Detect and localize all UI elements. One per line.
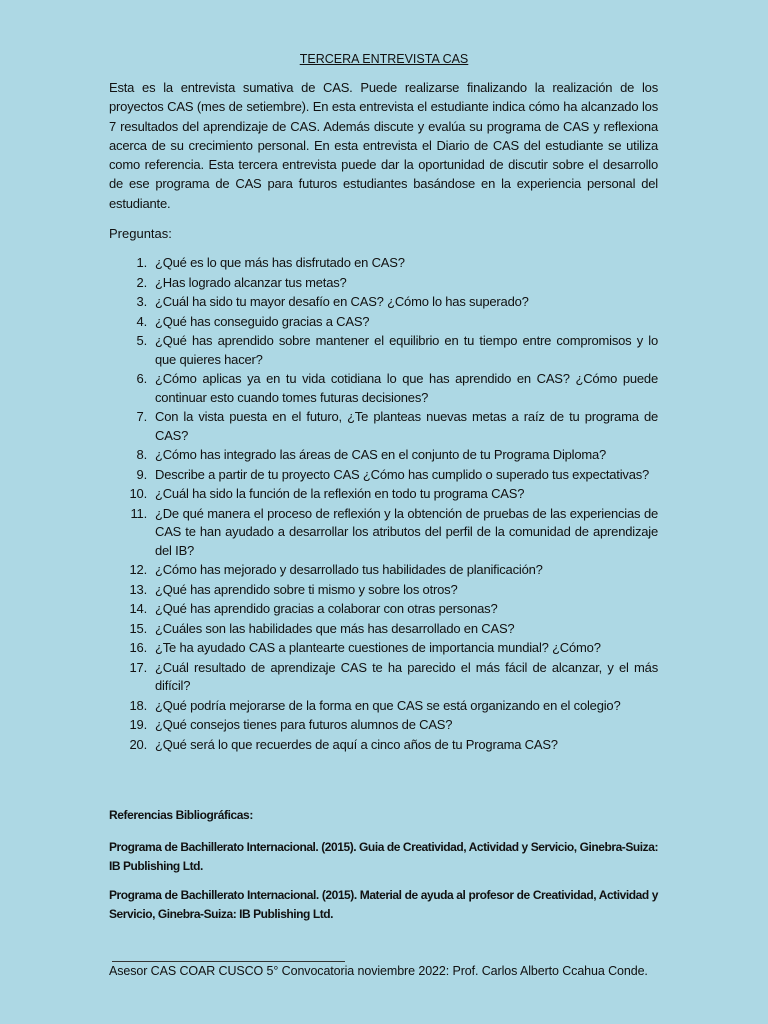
question-text: ¿Cuál ha sido tu mayor desafío en CAS? ¿Cómo lo has superado? bbox=[155, 294, 529, 309]
reference-item: Programa de Bachillerato Internacional. (2015). Material de ayuda al profesor de Creatividad, Actividad y Servicio, Ginebra-Suiza: IB Publishing Ltd. bbox=[109, 888, 658, 921]
question-number: 8. bbox=[136, 447, 147, 462]
question-text: ¿Cuáles son las habilidades que más has desarrollado en CAS? bbox=[155, 620, 515, 636]
question-item bbox=[109, 697, 658, 716]
question-text: ¿Cuál ha sido la función de la reflexión en todo tu programa CAS? bbox=[155, 486, 525, 501]
question-text: ¿Cómo has mejorado y desarrollado tus habilidades de planificación? bbox=[155, 562, 543, 577]
question-number: 15. bbox=[129, 620, 147, 636]
question-number: 14. bbox=[129, 601, 147, 616]
question-number: 6. bbox=[136, 371, 147, 386]
question-number: 16. bbox=[129, 640, 147, 655]
question-text: ¿Qué es lo que más has disfrutado en CAS? bbox=[155, 255, 405, 270]
question-item bbox=[109, 716, 658, 735]
question-item bbox=[109, 466, 658, 485]
footer-note: Asesor CAS COAR CUSCO 5° Convocatoria noviembre 2022: Prof. Carlos Alberto Ccahua Conde. bbox=[109, 964, 648, 978]
question-item bbox=[109, 446, 658, 465]
intro-paragraph: Esta es la entrevista sumativa de CAS. Puede realizarse finalizando la realización de los proyectos CAS (mes de setiembre). En esta entrevista el estudiante indica cómo ha alcanzado los 7 resultados del aprendizaje de CAS. Además discute y evalúa su programa de CAS y reflexiona acerca de su crecimiento personal. En esta entrevista el Diario de CAS del estudiante se utiliza como referencia. Esta tercera entrevista puede dar la oportunidad de discutir sobre el desarrollo de ese programa de CAS para futuros estudiantes basándose en la experiencia personal del estudiante. bbox=[109, 80, 658, 211]
question-number: 19. bbox=[129, 717, 147, 732]
references-heading: Referencias Bibliográficas: bbox=[109, 808, 253, 822]
question-number: 18. bbox=[129, 697, 147, 713]
question-text: ¿Te ha ayudado CAS a plantearte cuestiones de importancia mundial? ¿Cómo? bbox=[155, 640, 601, 655]
question-item bbox=[109, 581, 658, 600]
question-item bbox=[109, 561, 658, 580]
question-number: 4. bbox=[136, 313, 147, 329]
questions-list bbox=[109, 254, 658, 755]
question-item bbox=[109, 485, 658, 504]
reference-item: Programa de Bachillerato Internacional. (2015). Guia de Creatividad, Actividad y Servicio, Ginebra-Suiza: IB Publishing Ltd. bbox=[109, 840, 658, 873]
question-text: ¿Qué has aprendido sobre mantener el equilibrio en tu tiempo entre compromisos y lo que quieres hacer? bbox=[155, 333, 658, 367]
question-number: 5. bbox=[136, 333, 147, 348]
question-text: ¿Qué será lo que recuerdes de aquí a cinco años de tu Programa CAS? bbox=[155, 736, 558, 752]
question-text: ¿Qué podría mejorarse de la forma en que CAS se está organizando en el colegio? bbox=[155, 697, 621, 713]
question-item bbox=[109, 293, 658, 312]
question-number: 2. bbox=[136, 274, 147, 290]
document-title: TERCERA ENTREVISTA CAS bbox=[299, 52, 469, 66]
question-text: ¿Qué consejos tienes para futuros alumnos de CAS? bbox=[155, 717, 453, 732]
question-text: Con la vista puesta en el futuro, ¿Te planteas nuevas metas a raíz de tu programa de CAS? bbox=[155, 409, 658, 443]
question-text: ¿De qué manera el proceso de reflexión y la obtención de pruebas de las experiencias de CAS te han ayudado a desarrollar los atributos del perfil de la comunidad de aprendizaje del IB? bbox=[155, 505, 658, 558]
question-number: 17. bbox=[129, 659, 147, 675]
question-item bbox=[109, 620, 658, 639]
question-number: 13. bbox=[129, 581, 147, 597]
question-text: ¿Has logrado alcanzar tus metas? bbox=[155, 274, 347, 290]
questions-label: Preguntas: bbox=[109, 226, 172, 241]
question-item bbox=[109, 600, 658, 619]
question-text: ¿Cómo has integrado las áreas de CAS en el conjunto de tu Programa Diploma? bbox=[155, 447, 607, 462]
question-item bbox=[109, 313, 658, 332]
question-item bbox=[109, 370, 658, 407]
question-number: 12. bbox=[129, 562, 147, 577]
question-item bbox=[109, 254, 658, 273]
question-number: 9. bbox=[136, 466, 147, 482]
question-item bbox=[109, 408, 658, 445]
question-text: ¿Cuál resultado de aprendizaje CAS te ha parecido el más fácil de alcanzar, y el más difícil? bbox=[155, 659, 658, 693]
question-text: ¿Cómo aplicas ya en tu vida cotidiana lo que has aprendido en CAS? ¿Cómo puede continuar esto cuando tomes futuras decisiones? bbox=[155, 371, 658, 405]
question-item bbox=[109, 332, 658, 369]
question-number: 3. bbox=[136, 294, 147, 309]
question-number: 7. bbox=[136, 409, 147, 424]
question-number: 1. bbox=[136, 255, 147, 270]
question-item bbox=[109, 505, 658, 561]
question-item bbox=[109, 274, 658, 293]
question-item bbox=[109, 659, 658, 696]
question-item bbox=[109, 736, 658, 755]
question-text: ¿Qué has aprendido gracias a colaborar con otras personas? bbox=[155, 601, 498, 616]
question-text: ¿Qué has aprendido sobre ti mismo y sobre los otros? bbox=[155, 581, 458, 597]
question-text: ¿Qué has conseguido gracias a CAS? bbox=[155, 313, 370, 329]
question-number: 20. bbox=[129, 736, 147, 752]
question-number: 11. bbox=[130, 505, 147, 521]
question-text: Describe a partir de tu proyecto CAS ¿Cómo has cumplido o superado tus expectativas? bbox=[155, 466, 650, 482]
footer-divider bbox=[112, 961, 345, 962]
question-item bbox=[109, 639, 658, 658]
question-number: 10. bbox=[129, 486, 147, 501]
